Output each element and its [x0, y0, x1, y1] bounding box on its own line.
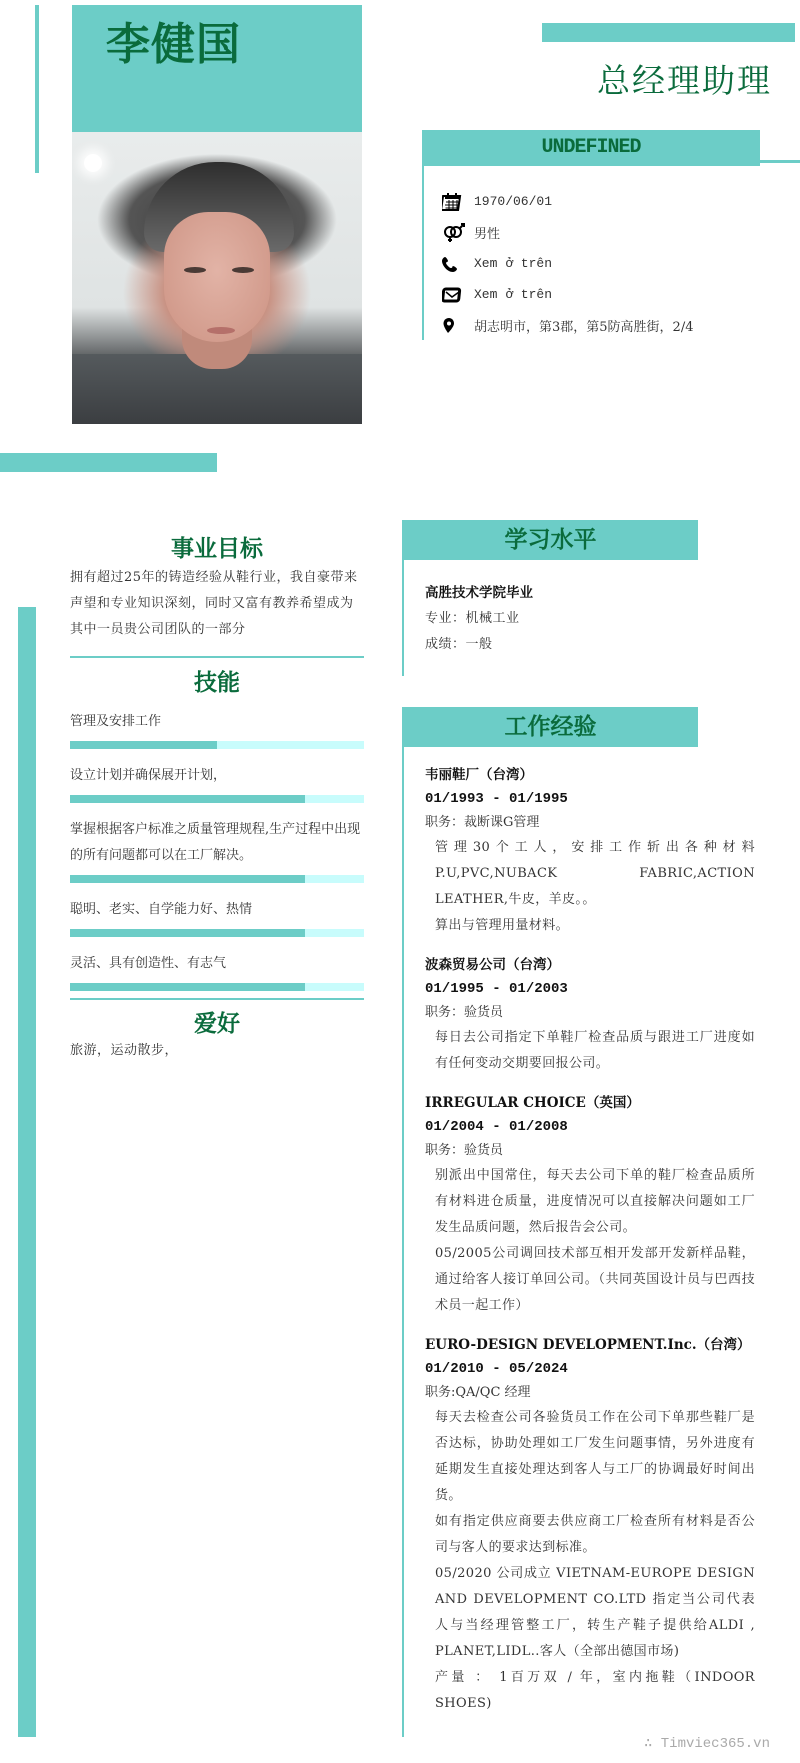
experience-heading: 工作经验 [403, 707, 698, 747]
skill-bar [70, 875, 364, 883]
location-icon [442, 316, 468, 336]
job-desc: 每日去公司指定下单鞋厂检查品质与跟进工厂进度如有任何变动交期要回报公司。 [435, 1030, 755, 1071]
job-company: IRREGULAR CHOICE（英国） [425, 1095, 640, 1111]
job-desc: 如有指定供应商要去供应商工厂检查所有材料是否公司与客人的要求达到标准。 [435, 1514, 755, 1555]
gender-icon [442, 223, 468, 243]
education-section [425, 580, 755, 658]
education-school: 高胜技术学院毕业 [425, 585, 533, 601]
accent-bar-vertical-top [35, 5, 39, 173]
hobbies-heading: 爱好 [194, 1011, 240, 1037]
job-dates: 01/2004 - 01/2008 [425, 1119, 568, 1135]
job-desc: 每天去检查公司各验货员工作在公司下单那些鞋厂是否达标，协助处理如工厂发生问题事情，另外进度有延期发生直接处理达到客人与工厂的协调最好时间出货。 [435, 1410, 755, 1503]
objective-section [70, 530, 364, 643]
skill-item [70, 817, 364, 883]
job-desc: 05/2020 公司成立 VIETNAM-EUROPE DESIGN AND DEVELOPMENT CO.LTD 指定当公司代表人与当经理管整工厂，转生产鞋子提供给ALDI , PLANET,LIDL..客人（全部出德国市场) [435, 1566, 755, 1659]
education-heading: 学习水平 [403, 520, 698, 560]
job-dates: 01/2010 - 05/2024 [425, 1361, 568, 1377]
contact-birthdate [442, 186, 693, 217]
contact-phone [442, 248, 693, 279]
skills-heading: 技能 [194, 670, 240, 696]
objective-text: 拥有超过25年的铸造经验从鞋行业，我自豪带来声望和专业知识深刻，同时又富有教养希望成为其中一员贵公司团队的一部分 [70, 570, 358, 637]
accent-bar-left [18, 607, 36, 1737]
email-icon [442, 285, 468, 305]
divider [70, 998, 364, 1000]
contact-address [442, 310, 693, 341]
job-desc: 产量 ： 1百万双 / 年，室内拖鞋（INDOOR SHOES) [435, 1670, 755, 1711]
job-desc: 管理30个工人，安排工作斩出各种材料P.U,PVC,NUBACK FABRIC,ACTION LEATHER,牛皮，羊皮。。 [435, 840, 755, 907]
contact-gender [442, 217, 693, 248]
address-value: 胡志明市，第3郡，第5防高胜街，2/4 [474, 320, 694, 335]
job-desc: 别派出中国常住，每天去公司下单的鞋厂检查品质所有材料进仓质量，进度情况可以直接解决问题如工厂发生品质问题，然后报告会公司。 [435, 1168, 755, 1235]
job-title: 总经理助理 [597, 61, 772, 100]
candidate-name: 李健国 [106, 19, 241, 70]
experience-divider [402, 707, 404, 1737]
skill-bar [70, 741, 364, 749]
birthdate-value: 1970/06/01 [474, 194, 553, 209]
job-role: 职务：验货员 [425, 1005, 504, 1020]
job-role: 职务：裁断课G管理 [425, 815, 540, 830]
phone-icon [442, 254, 468, 274]
profile-photo [72, 132, 362, 424]
job-role: 职务：验货员 [425, 1143, 504, 1158]
skill-label: 掌握根据客户标准之质量管理规程,生产过程中出现的所有问题都可以在工厂解决。 [70, 822, 361, 863]
objective-heading: 事业目标 [171, 536, 263, 562]
hobbies-section [70, 1005, 364, 1064]
skills-section [70, 664, 364, 991]
watermark: ∴ Timviec365.vn [643, 1736, 770, 1752]
skill-bar [70, 795, 364, 803]
experience-section [425, 755, 755, 1717]
gender-value: 男性 [474, 227, 501, 242]
skill-item [70, 763, 364, 803]
job-company: 波森贸易公司（台湾） [425, 957, 560, 973]
education-grade: 成绩：一般 [425, 637, 493, 652]
divider [70, 656, 364, 658]
job-entry [425, 953, 755, 1077]
skill-bar [70, 929, 364, 937]
skill-label: 管理及安排工作 [70, 714, 162, 729]
accent-bar-middle [0, 453, 217, 472]
phone-value: Xem ở trên [474, 256, 553, 271]
job-desc: 05/2005公司调回技术部互相开发部开发新样品鞋，通过给客人接订单回公司。（共同英国设计员与巴西技术员一起工作） [435, 1246, 755, 1313]
job-entry [425, 763, 755, 939]
accent-bar-top-right [542, 23, 795, 42]
skill-item [70, 897, 364, 937]
email-value: Xem ở trên [474, 287, 553, 302]
job-dates: 01/1995 - 01/2003 [425, 981, 568, 997]
skill-item [70, 709, 364, 749]
job-entry [425, 1091, 755, 1319]
skill-label: 设立计划并确保展开计划， [70, 768, 227, 783]
education-major: 专业：机械工业 [425, 611, 520, 626]
job-role: 职务:QA/QC 经理 [425, 1385, 531, 1400]
skill-label: 灵活、具有创造性、有志气 [70, 956, 227, 971]
subtitle: UNDEFINED [541, 136, 641, 159]
job-company: 韦丽鞋厂（台湾） [425, 767, 533, 783]
calendar-icon [442, 192, 468, 212]
job-desc: 算出与管理用量材料。 [435, 918, 570, 933]
contact-info [442, 186, 693, 341]
skill-item [70, 951, 364, 991]
skill-label: 聪明、老实、自学能力好、热情 [70, 902, 253, 917]
skill-bar [70, 983, 364, 991]
job-company: EURO-DESIGN DEVELOPMENT.Inc.（台湾） [425, 1337, 751, 1353]
hobbies-text: 旅游，运动散步， [70, 1043, 179, 1058]
job-dates: 01/1993 - 01/1995 [425, 791, 568, 807]
job-entry [425, 1333, 755, 1717]
contact-email [442, 279, 693, 310]
contact-divider [422, 166, 424, 340]
subtitle-bar-tail [758, 160, 800, 163]
